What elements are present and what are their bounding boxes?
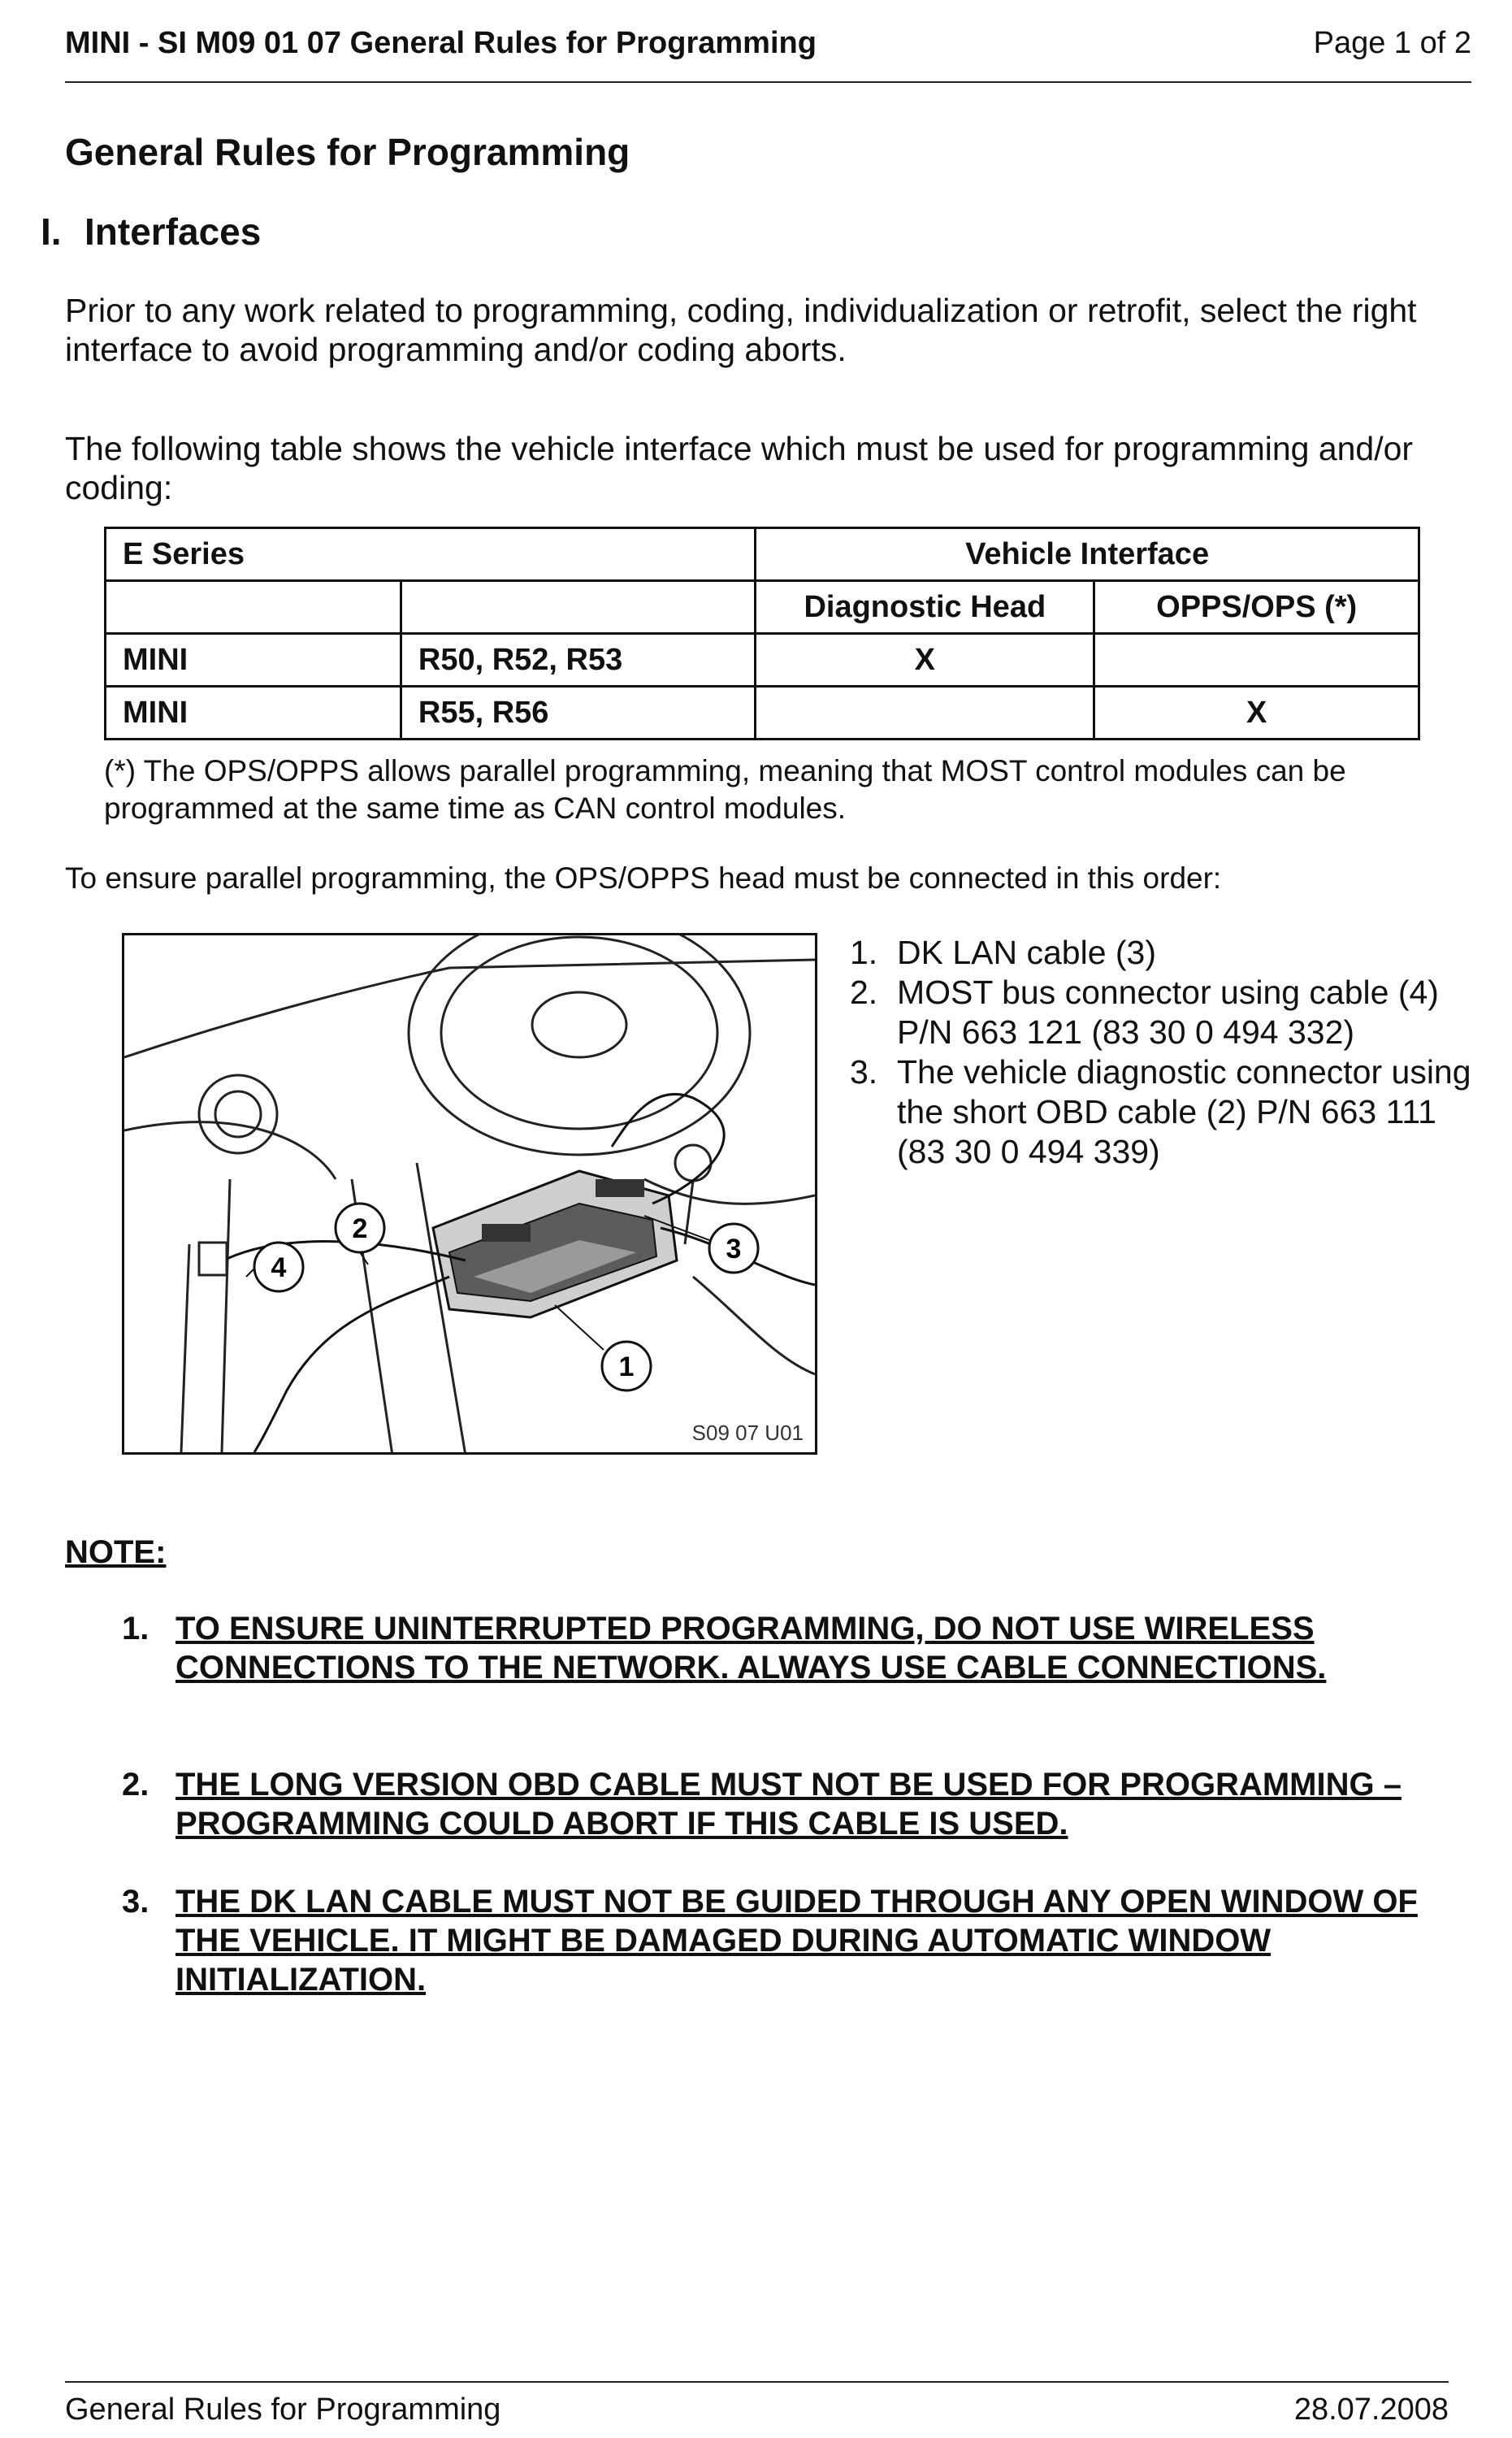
section-title: Interfaces: [84, 210, 262, 253]
vehicle-interface-table: [104, 527, 1420, 740]
note-title: NOTE:: [65, 1534, 167, 1570]
callout-1: 1: [618, 1351, 635, 1382]
note-item: [122, 1609, 1479, 1687]
cell-series: MINI: [106, 634, 401, 687]
note-text: TO ENSURE UNINTERRUPTED PROGRAMMING, DO NOT USE WIRELESS CONNECTIONS TO THE NETWORK. ALWAYS USE CABLE CONNECTIONS.: [175, 1611, 1327, 1685]
col-header-diagnostic-head: Diagnostic Head: [756, 581, 1094, 634]
footer-date: 28.07.2008: [1293, 2392, 1449, 2427]
table-row: [106, 687, 1419, 740]
cell-diagnostic-head: X: [756, 634, 1094, 687]
col-header-vehicle-interface: Vehicle Interface: [756, 528, 1419, 581]
list-item: [850, 973, 1484, 1052]
connection-order-intro: To ensure parallel programming, the OPS/OPPS head must be connected in this order:: [65, 861, 1222, 895]
list-item: [850, 933, 1484, 973]
table-subheader-row: [106, 581, 1419, 634]
section-number: I.: [41, 210, 62, 253]
connection-steps-list: [850, 933, 1484, 1172]
step-number: 3.: [850, 1053, 878, 1091]
empty-cell: [106, 581, 401, 634]
empty-cell: [401, 581, 755, 634]
callout-3: 3: [726, 1234, 742, 1265]
cell-models: R55, R56: [401, 687, 755, 740]
step-text: MOST bus connector using cable (4) P/N 663 121 (83 30 0 494 332): [897, 974, 1439, 1051]
step-number: 2.: [850, 974, 878, 1011]
header-title: MINI - SI M09 01 07 General Rules for Programming: [65, 26, 817, 60]
callout-leader: [555, 1305, 604, 1350]
most-connector: [199, 1243, 227, 1275]
air-vent-inner: [215, 1091, 261, 1137]
figure-label: S09 07 U01: [691, 1421, 804, 1445]
callout-4: 4: [271, 1252, 287, 1283]
footer-title: General Rules for Programming: [65, 2392, 501, 2427]
document-title: General Rules for Programming: [65, 131, 630, 173]
gear-knob: [675, 1145, 711, 1181]
cell-models: R50, R52, R53: [401, 634, 755, 687]
intro-paragraph: Prior to any work related to programming, coding, individualization or retrofit, select the right interface to avoid programming and/or coding aborts.: [65, 292, 1417, 368]
table-header-row: [106, 528, 1419, 581]
pillar: [222, 1179, 230, 1452]
note-text: THE DK LAN CABLE MUST NOT BE GUIDED THROUGH ANY OPEN WINDOW OF THE VEHICLE. IT MIGHT BE DAMAGED DURING AUTOMATIC WINDOW INITIALIZATION.: [175, 1884, 1418, 1998]
col-header-series: E Series: [106, 528, 756, 581]
section-heading: [41, 210, 261, 254]
page-number: Page 1 of 2: [1313, 26, 1471, 60]
illustration-drawing: [124, 935, 815, 1452]
dashboard-line: [124, 1122, 336, 1179]
list-item: [850, 1052, 1484, 1172]
cell-opps: X: [1094, 687, 1419, 740]
air-vent: [199, 1075, 277, 1153]
table-footnote: (*) The OPS/OPPS allows parallel programming, meaning that MOST control modules can be programmed at the same time as CAN control modules.: [104, 754, 1346, 825]
note-text: THE LONG VERSION OBD CABLE MUST NOT BE USED FOR PROGRAMMING – PROGRAMMING COULD ABORT IF THIS CABLE IS USED.: [175, 1767, 1402, 1842]
table-row: [106, 634, 1419, 687]
note-item: [122, 1765, 1479, 1843]
cell-series: MINI: [106, 687, 401, 740]
step-text: The vehicle diagnostic connector using the short OBD cable (2) P/N 663 111 (83 30 0 494 339): [897, 1053, 1471, 1170]
table-intro-paragraph: The following table shows the vehicle interface which must be used for programming and/or coding:: [65, 430, 1414, 506]
callout-2: 2: [352, 1213, 368, 1244]
ops-head-device: [433, 1171, 677, 1317]
pillar: [181, 1244, 189, 1452]
ops-connection-illustration: [122, 933, 817, 1455]
note-number: 1.: [122, 1611, 149, 1646]
obd-cable: [254, 1277, 449, 1452]
cell-diagnostic-head: [756, 687, 1094, 740]
footer-divider: [65, 2381, 1449, 2383]
center-console: [693, 1277, 815, 1374]
cell-opps: [1094, 634, 1419, 687]
header-divider: [65, 81, 1471, 83]
steering-hub: [532, 992, 626, 1057]
note-number: 3.: [122, 1884, 149, 1920]
note-item: [122, 1882, 1479, 1999]
note-number: 2.: [122, 1767, 149, 1802]
step-text: DK LAN cable (3): [897, 934, 1157, 971]
col-header-opps: OPPS/OPS (*): [1094, 581, 1419, 634]
step-number: 1.: [850, 934, 878, 971]
